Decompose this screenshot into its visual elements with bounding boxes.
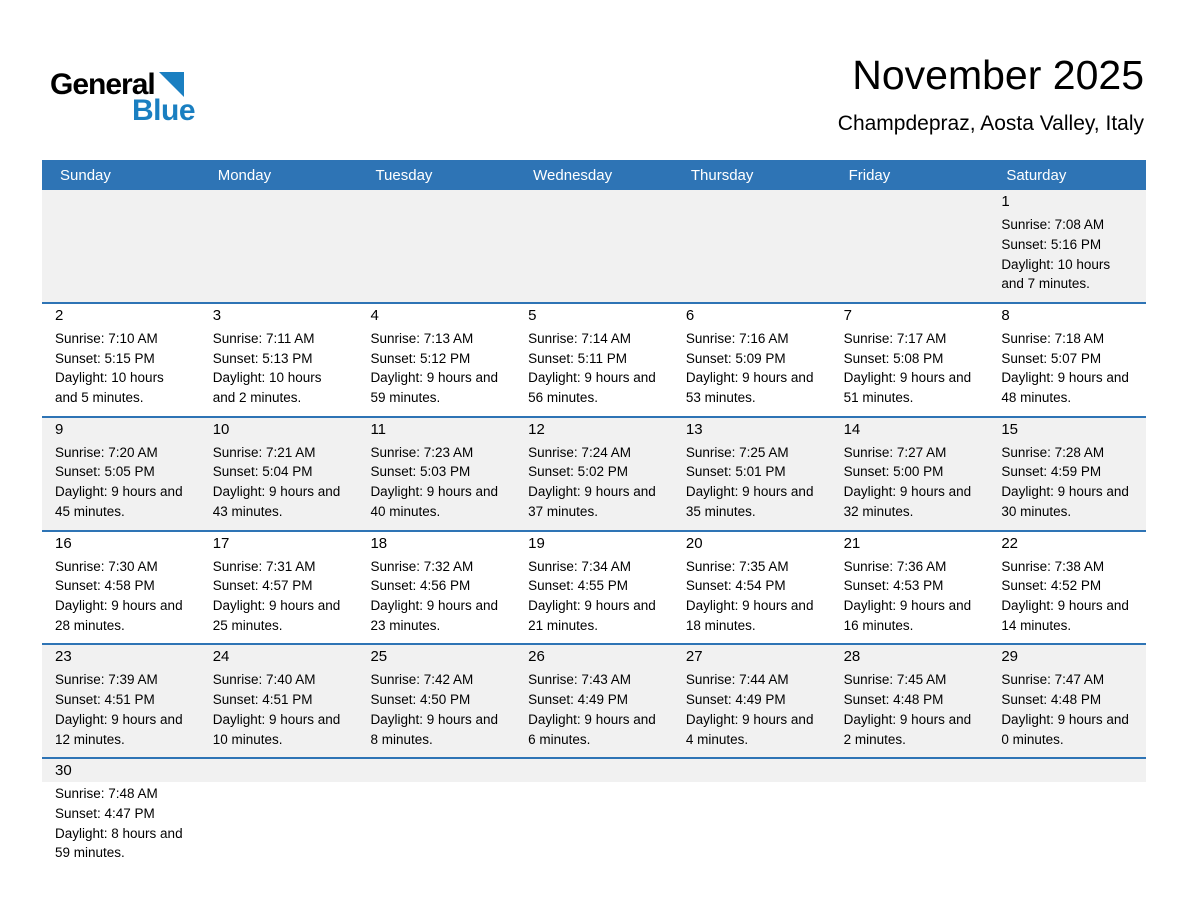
weekday-sunday: Sunday [60,166,111,184]
daylight-text: Daylight: 9 hours and 48 minutes. [1001,370,1129,406]
sunset-text: Sunset: 5:00 PM [843,464,944,480]
calendar [42,160,1146,879]
day-number: 11 [370,420,387,438]
daylight-text: Daylight: 9 hours and 6 minutes. [528,711,656,747]
calendar-cell [673,418,831,530]
calendar-cell [200,645,358,757]
day-number: 6 [685,306,695,324]
calendar-cell [988,304,1146,416]
calendar-cell-empty [357,759,515,879]
calendar-cell [673,645,831,757]
sunset-text: Sunset: 5:07 PM [1001,350,1102,366]
calendar-cell [831,645,989,757]
calendar-cell [831,418,989,530]
day-number: 15 [1001,420,1018,438]
calendar-cell-empty [515,190,673,302]
calendar-cell [673,304,831,416]
sunset-text: Sunset: 5:04 PM [212,464,313,480]
day-number: 4 [370,306,379,324]
day-number: 26 [528,648,545,666]
sunset-text: Sunset: 4:52 PM [1001,578,1102,594]
sunrise-text: Sunrise: 7:28 AM [1001,444,1105,460]
calendar-cell-empty [831,190,989,302]
sunrise-text: Sunrise: 7:21 AM [212,444,316,460]
sunrise-text: Sunrise: 7:34 AM [528,558,631,574]
calendar-cell-empty [200,759,358,879]
calendar-cell [673,532,831,644]
calendar-cell [831,304,989,416]
calendar-cell-empty [515,759,673,879]
calendar-cell [42,759,200,879]
calendar-cell-empty [831,759,989,879]
sunrise-text: Sunrise: 7:31 AM [212,558,316,574]
day-number: 30 [55,762,72,780]
title-block [838,52,1144,136]
day-number: 28 [843,648,861,666]
sunrise-text: Sunrise: 7:39 AM [55,672,158,688]
sunrise-text: Sunrise: 7:27 AM [843,444,947,460]
sunset-text: Sunset: 4:49 PM [528,692,628,708]
day-number: 22 [1001,534,1018,552]
weekday-header-row [42,160,1146,190]
day-number: 17 [212,534,230,552]
sunrise-text: Sunrise: 7:18 AM [1001,330,1105,346]
sunset-text: Sunset: 5:02 PM [528,464,628,480]
sunrise-text: Sunrise: 7:40 AM [212,672,316,688]
sunrise-text: Sunrise: 7:30 AM [55,558,158,574]
sunrise-text: Sunrise: 7:25 AM [685,444,789,460]
day-number: 12 [528,420,545,438]
daylight-text: Daylight: 9 hours and 12 minutes. [55,711,183,747]
sunrise-text: Sunrise: 7:16 AM [685,330,789,346]
weekday-thursday: Thursday [690,166,754,184]
calendar-cell [515,532,673,644]
weekday-monday: Monday [217,166,272,184]
sunrise-text: Sunrise: 7:13 AM [370,330,474,346]
calendar-grid [42,190,1146,879]
sunrise-text: Sunrise: 7:35 AM [685,558,789,574]
daylight-text: Daylight: 9 hours and 35 minutes. [685,484,814,519]
sunset-text: Sunset: 5:11 PM [528,350,627,366]
sunset-text: Sunset: 4:54 PM [685,578,786,594]
daylight-text: Daylight: 9 hours and 16 minutes. [843,597,972,633]
daylight-text: Daylight: 9 hours and 18 minutes. [685,597,814,633]
calendar-cell [515,418,673,530]
daylight-text: Daylight: 9 hours and 43 minutes. [212,484,341,519]
sunrise-text: Sunrise: 7:17 AM [843,330,947,346]
day-number: 1 [1001,193,1010,211]
sunset-text: Sunset: 4:56 PM [370,578,471,594]
week-row [42,302,1146,416]
page-subtitle: Champdepraz, Aosta Valley, Italy [837,112,1144,136]
daylight-text: Daylight: 9 hours and 4 minutes. [685,711,814,747]
week-row [42,190,1146,302]
sunset-text: Sunset: 4:49 PM [685,692,786,708]
sunrise-text: Sunrise: 7:44 AM [685,672,789,688]
sunrise-text: Sunrise: 7:43 AM [528,672,631,688]
sunset-text: Sunset: 4:47 PM [55,805,155,821]
day-number: 20 [685,534,703,552]
sunrise-text: Sunrise: 7:42 AM [370,672,474,688]
logo-blue-text: Blue [132,94,196,127]
calendar-cell [831,532,989,644]
sunrise-text: Sunrise: 7:48 AM [55,786,158,802]
daylight-text: Daylight: 9 hours and 28 minutes. [55,597,183,633]
daylight-text: Daylight: 9 hours and 2 minutes. [843,711,972,747]
calendar-cell-empty [200,190,358,302]
sunrise-text: Sunrise: 7:47 AM [1001,672,1105,688]
calendar-cell-empty [673,759,831,879]
sunrise-text: Sunrise: 7:14 AM [528,330,631,346]
page-header [0,0,1188,136]
calendar-cell [200,532,358,644]
weekday-saturday: Saturday [1006,166,1067,184]
day-number: 21 [843,534,861,552]
daylight-text: Daylight: 9 hours and 30 minutes. [1001,484,1129,519]
sunset-text: Sunset: 4:48 PM [1001,692,1102,708]
day-number: 9 [55,420,64,438]
day-number: 8 [1001,306,1010,324]
sunset-text: Sunset: 4:50 PM [370,692,471,708]
daylight-text: Daylight: 10 hours and 2 minutes. [212,370,322,406]
day-number: 19 [528,534,545,552]
sunset-text: Sunset: 4:48 PM [843,692,944,708]
logo [50,70,195,126]
sunset-text: Sunset: 4:55 PM [528,578,628,594]
sunrise-text: Sunrise: 7:45 AM [843,672,947,688]
calendar-cell [988,645,1146,757]
day-number: 18 [370,534,388,552]
day-number: 10 [212,420,230,438]
daylight-text: Daylight: 8 hours and 59 minutes. [55,825,183,861]
week-row [42,643,1146,757]
sunset-text: Sunset: 5:09 PM [685,350,786,366]
day-number: 25 [370,648,388,666]
sunset-text: Sunset: 5:16 PM [1001,236,1102,252]
week-row [42,416,1146,530]
sunrise-text: Sunrise: 7:36 AM [843,558,947,574]
sunrise-text: Sunrise: 7:32 AM [370,558,474,574]
calendar-cell-empty [42,190,200,302]
sunset-text: Sunset: 5:05 PM [55,464,155,480]
sunset-text: Sunset: 5:15 PM [55,350,155,366]
sunset-text: Sunset: 5:01 PM [685,464,786,480]
day-number: 7 [843,306,852,324]
calendar-cell-empty [357,190,515,302]
daylight-text: Daylight: 10 hours and 5 minutes. [55,370,164,406]
sunset-text: Sunset: 4:57 PM [212,578,313,594]
calendar-cell [357,532,515,644]
daylight-text: Daylight: 9 hours and 40 minutes. [370,484,499,519]
daylight-text: Daylight: 9 hours and 0 minutes. [1001,711,1129,747]
calendar-cell [515,304,673,416]
calendar-cell [988,190,1146,302]
calendar-cell-empty [673,190,831,302]
day-number: 3 [212,306,222,324]
day-number: 29 [1001,648,1018,666]
daylight-text: Daylight: 9 hours and 51 minutes. [843,370,972,406]
daylight-text: Daylight: 9 hours and 21 minutes. [528,597,656,633]
sunset-text: Sunset: 4:51 PM [212,692,313,708]
sunrise-text: Sunrise: 7:24 AM [528,444,631,460]
daylight-text: Daylight: 9 hours and 53 minutes. [685,370,814,406]
calendar-cell [357,418,515,530]
calendar-cell [357,304,515,416]
sunset-text: Sunset: 5:12 PM [370,350,471,366]
daylight-text: Daylight: 10 hours and 7 minutes. [1001,256,1111,292]
sunset-text: Sunset: 4:58 PM [55,578,155,594]
calendar-cell [988,532,1146,644]
day-number: 23 [55,648,72,666]
sunrise-text: Sunrise: 7:20 AM [55,444,158,460]
daylight-text: Daylight: 9 hours and 37 minutes. [528,484,656,519]
calendar-cell [988,418,1146,530]
week-row [42,530,1146,644]
day-number: 13 [685,420,703,438]
sunset-text: Sunset: 4:51 PM [55,692,155,708]
week-row [42,757,1146,879]
daylight-text: Daylight: 9 hours and 23 minutes. [370,597,499,633]
calendar-cell [200,304,358,416]
day-number: 27 [685,648,703,666]
calendar-cell-empty [988,759,1146,879]
sunrise-text: Sunrise: 7:08 AM [1001,217,1105,233]
weekday-tuesday: Tuesday [375,166,433,184]
day-number: 24 [212,648,230,666]
calendar-cell [42,304,200,416]
sunset-text: Sunset: 4:53 PM [843,578,944,594]
calendar-cell [42,645,200,757]
daylight-text: Daylight: 9 hours and 8 minutes. [370,711,499,747]
sunset-text: Sunset: 4:59 PM [1001,464,1102,480]
weekday-wednesday: Wednesday [533,166,613,184]
sunset-text: Sunset: 5:08 PM [843,350,944,366]
calendar-cell [515,645,673,757]
day-number: 2 [55,306,64,324]
calendar-cell [357,645,515,757]
day-number: 14 [843,420,861,438]
daylight-text: Daylight: 9 hours and 14 minutes. [1001,597,1129,633]
daylight-text: Daylight: 9 hours and 25 minutes. [212,597,341,633]
calendar-cell [42,532,200,644]
sunset-text: Sunset: 5:03 PM [370,464,471,480]
daylight-text: Daylight: 9 hours and 59 minutes. [370,370,499,406]
daylight-text: Daylight: 9 hours and 10 minutes. [212,711,341,747]
daylight-text: Daylight: 9 hours and 45 minutes. [55,484,183,519]
sunset-text: Sunset: 5:13 PM [212,350,313,366]
sunrise-text: Sunrise: 7:11 AM [212,330,315,346]
day-number: 16 [55,534,72,552]
weekday-friday: Friday [848,166,891,184]
calendar-cell [42,418,200,530]
day-number: 5 [528,306,537,324]
sunrise-text: Sunrise: 7:23 AM [370,444,474,460]
logo-general-text: General [50,68,155,101]
daylight-text: Daylight: 9 hours and 32 minutes. [843,484,972,519]
page-title: November 2025 [852,52,1144,98]
calendar-cell [200,418,358,530]
daylight-text: Daylight: 9 hours and 56 minutes. [528,370,656,406]
sunrise-text: Sunrise: 7:38 AM [1001,558,1105,574]
sunrise-text: Sunrise: 7:10 AM [55,330,158,346]
